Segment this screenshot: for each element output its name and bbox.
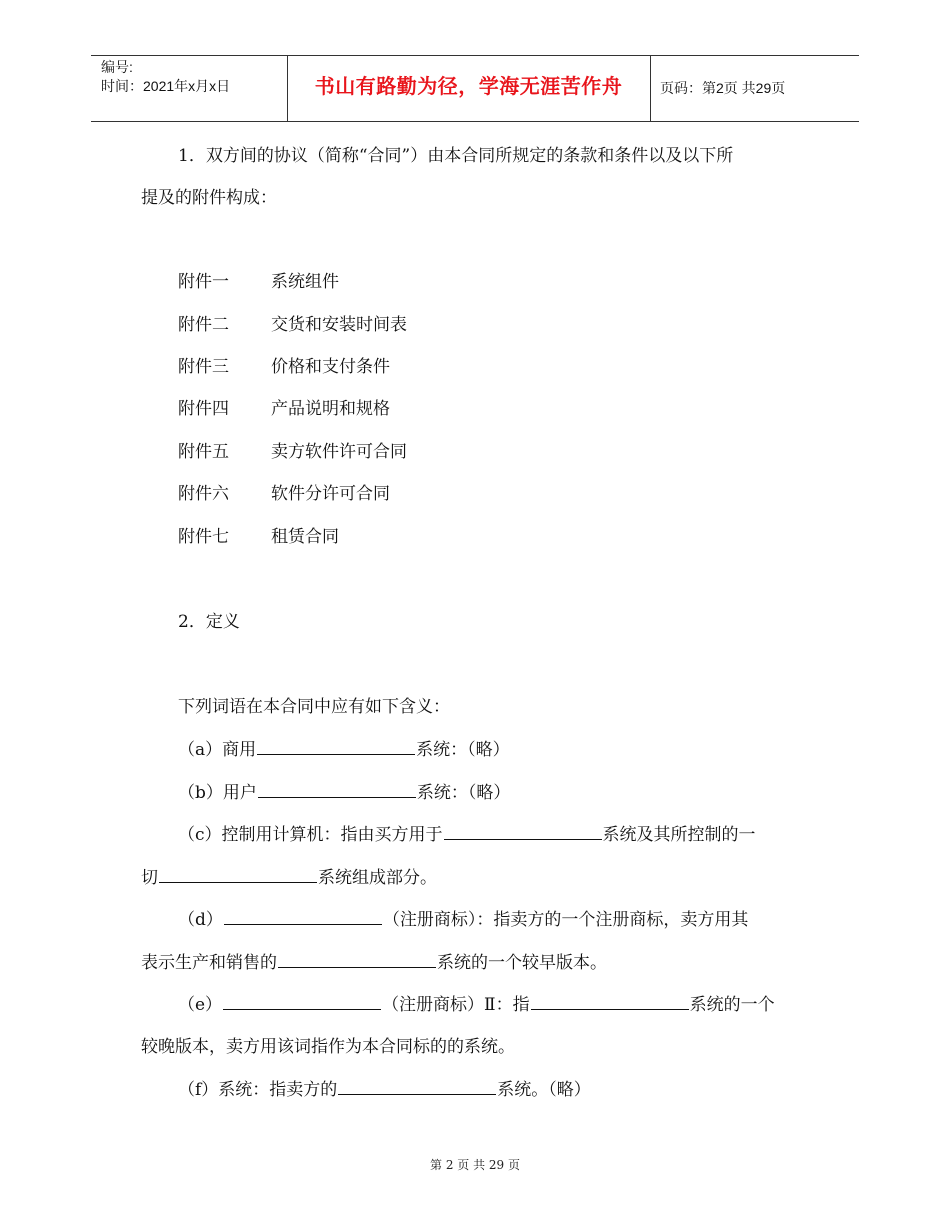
header-motto: 书山有路勤为径，学海无涯苦作舟 [314, 74, 623, 98]
attachment-title: 交货和安装时间表 [271, 315, 407, 335]
definition-d [178, 907, 748, 932]
fill-in-blank [257, 737, 415, 755]
definition-e [178, 992, 775, 1017]
fill-in-blank [444, 822, 602, 840]
doc-number-label: 编号: [101, 59, 133, 75]
definition-text: （注册商标）：指卖方的一个注册商标，卖方用其 [382, 910, 749, 930]
definition-text: 切 [141, 868, 158, 888]
fill-in-blank [223, 992, 381, 1010]
header-page-number: 页码：第2页 共29页 [660, 80, 786, 96]
definition-text: （d） [178, 910, 223, 930]
attachment-number: 附件七 [178, 527, 229, 547]
fill-in-blank [278, 950, 436, 968]
definition-text: （e） [178, 995, 223, 1015]
attachment-number: 附件五 [178, 442, 229, 462]
header-meta [101, 58, 230, 96]
attachment-title: 卖方软件许可合同 [271, 442, 407, 462]
attachment-number: 附件四 [178, 399, 229, 419]
attachment-title: 产品说明和规格 [271, 399, 390, 419]
definition-e-continued: 较晚版本，卖方用该词指作为本合同标的的系统。 [141, 1037, 515, 1057]
fill-in-blank [258, 780, 416, 798]
attachment-title: 软件分许可合同 [271, 484, 390, 504]
attachment-title: 系统组件 [271, 272, 339, 292]
header-divider [650, 55, 651, 121]
intro-line-2: 提及的附件构成： [141, 188, 277, 208]
header-top-rule [91, 55, 859, 56]
definition-text: （b）用户 [178, 783, 257, 803]
definitions-lead: 下列词语在本合同中应有如下含义： [178, 697, 450, 717]
fill-in-blank [338, 1077, 496, 1095]
definition-text: 系统的一个 [689, 995, 775, 1015]
doc-time-label: 时间：2021年x月x日 [101, 78, 231, 94]
attachment-number: 附件一 [178, 272, 229, 292]
section-heading: 2．定义 [178, 612, 240, 632]
definition-text: 系统。（略） [497, 1080, 591, 1100]
definition-d-continued [141, 950, 607, 975]
attachment-title: 价格和支付条件 [271, 357, 390, 377]
definition-text: 系统组成部分。 [318, 868, 437, 888]
definition-c [178, 822, 756, 847]
definition-text: （a）商用 [178, 740, 257, 760]
fill-in-blank [159, 865, 317, 883]
definition-f [178, 1077, 591, 1102]
attachment-number: 附件三 [178, 357, 229, 377]
definition-text: 表示生产和销售的 [141, 953, 277, 973]
definition-text: 系统：（略） [416, 740, 510, 760]
definition-text: 系统：（略） [416, 783, 511, 803]
definition-text: （f）系统：指卖方的 [178, 1080, 338, 1100]
fill-in-blank [531, 992, 689, 1010]
page-footer: 第 2 页 共 29 页 [430, 1158, 520, 1172]
definition-a [178, 737, 510, 762]
header-bottom-rule [91, 121, 859, 122]
fill-in-blank [224, 907, 382, 925]
definition-text: （c）控制用计算机：指由买方用于 [178, 825, 443, 845]
attachment-number: 附件二 [178, 315, 229, 335]
definition-c-continued [141, 865, 437, 890]
definition-b [178, 780, 510, 805]
attachment-title: 租赁合同 [271, 527, 339, 547]
attachment-number: 附件六 [178, 484, 229, 504]
intro-line-1: 1．双方间的协议（简称“合同”）由本合同所规定的条款和条件以及以下所 [178, 146, 734, 166]
definition-text: （注册商标）Ⅱ：指 [382, 995, 530, 1015]
definition-text: 系统的一个较早版本。 [437, 953, 607, 973]
definition-text: 系统及其所控制的一 [602, 825, 756, 845]
